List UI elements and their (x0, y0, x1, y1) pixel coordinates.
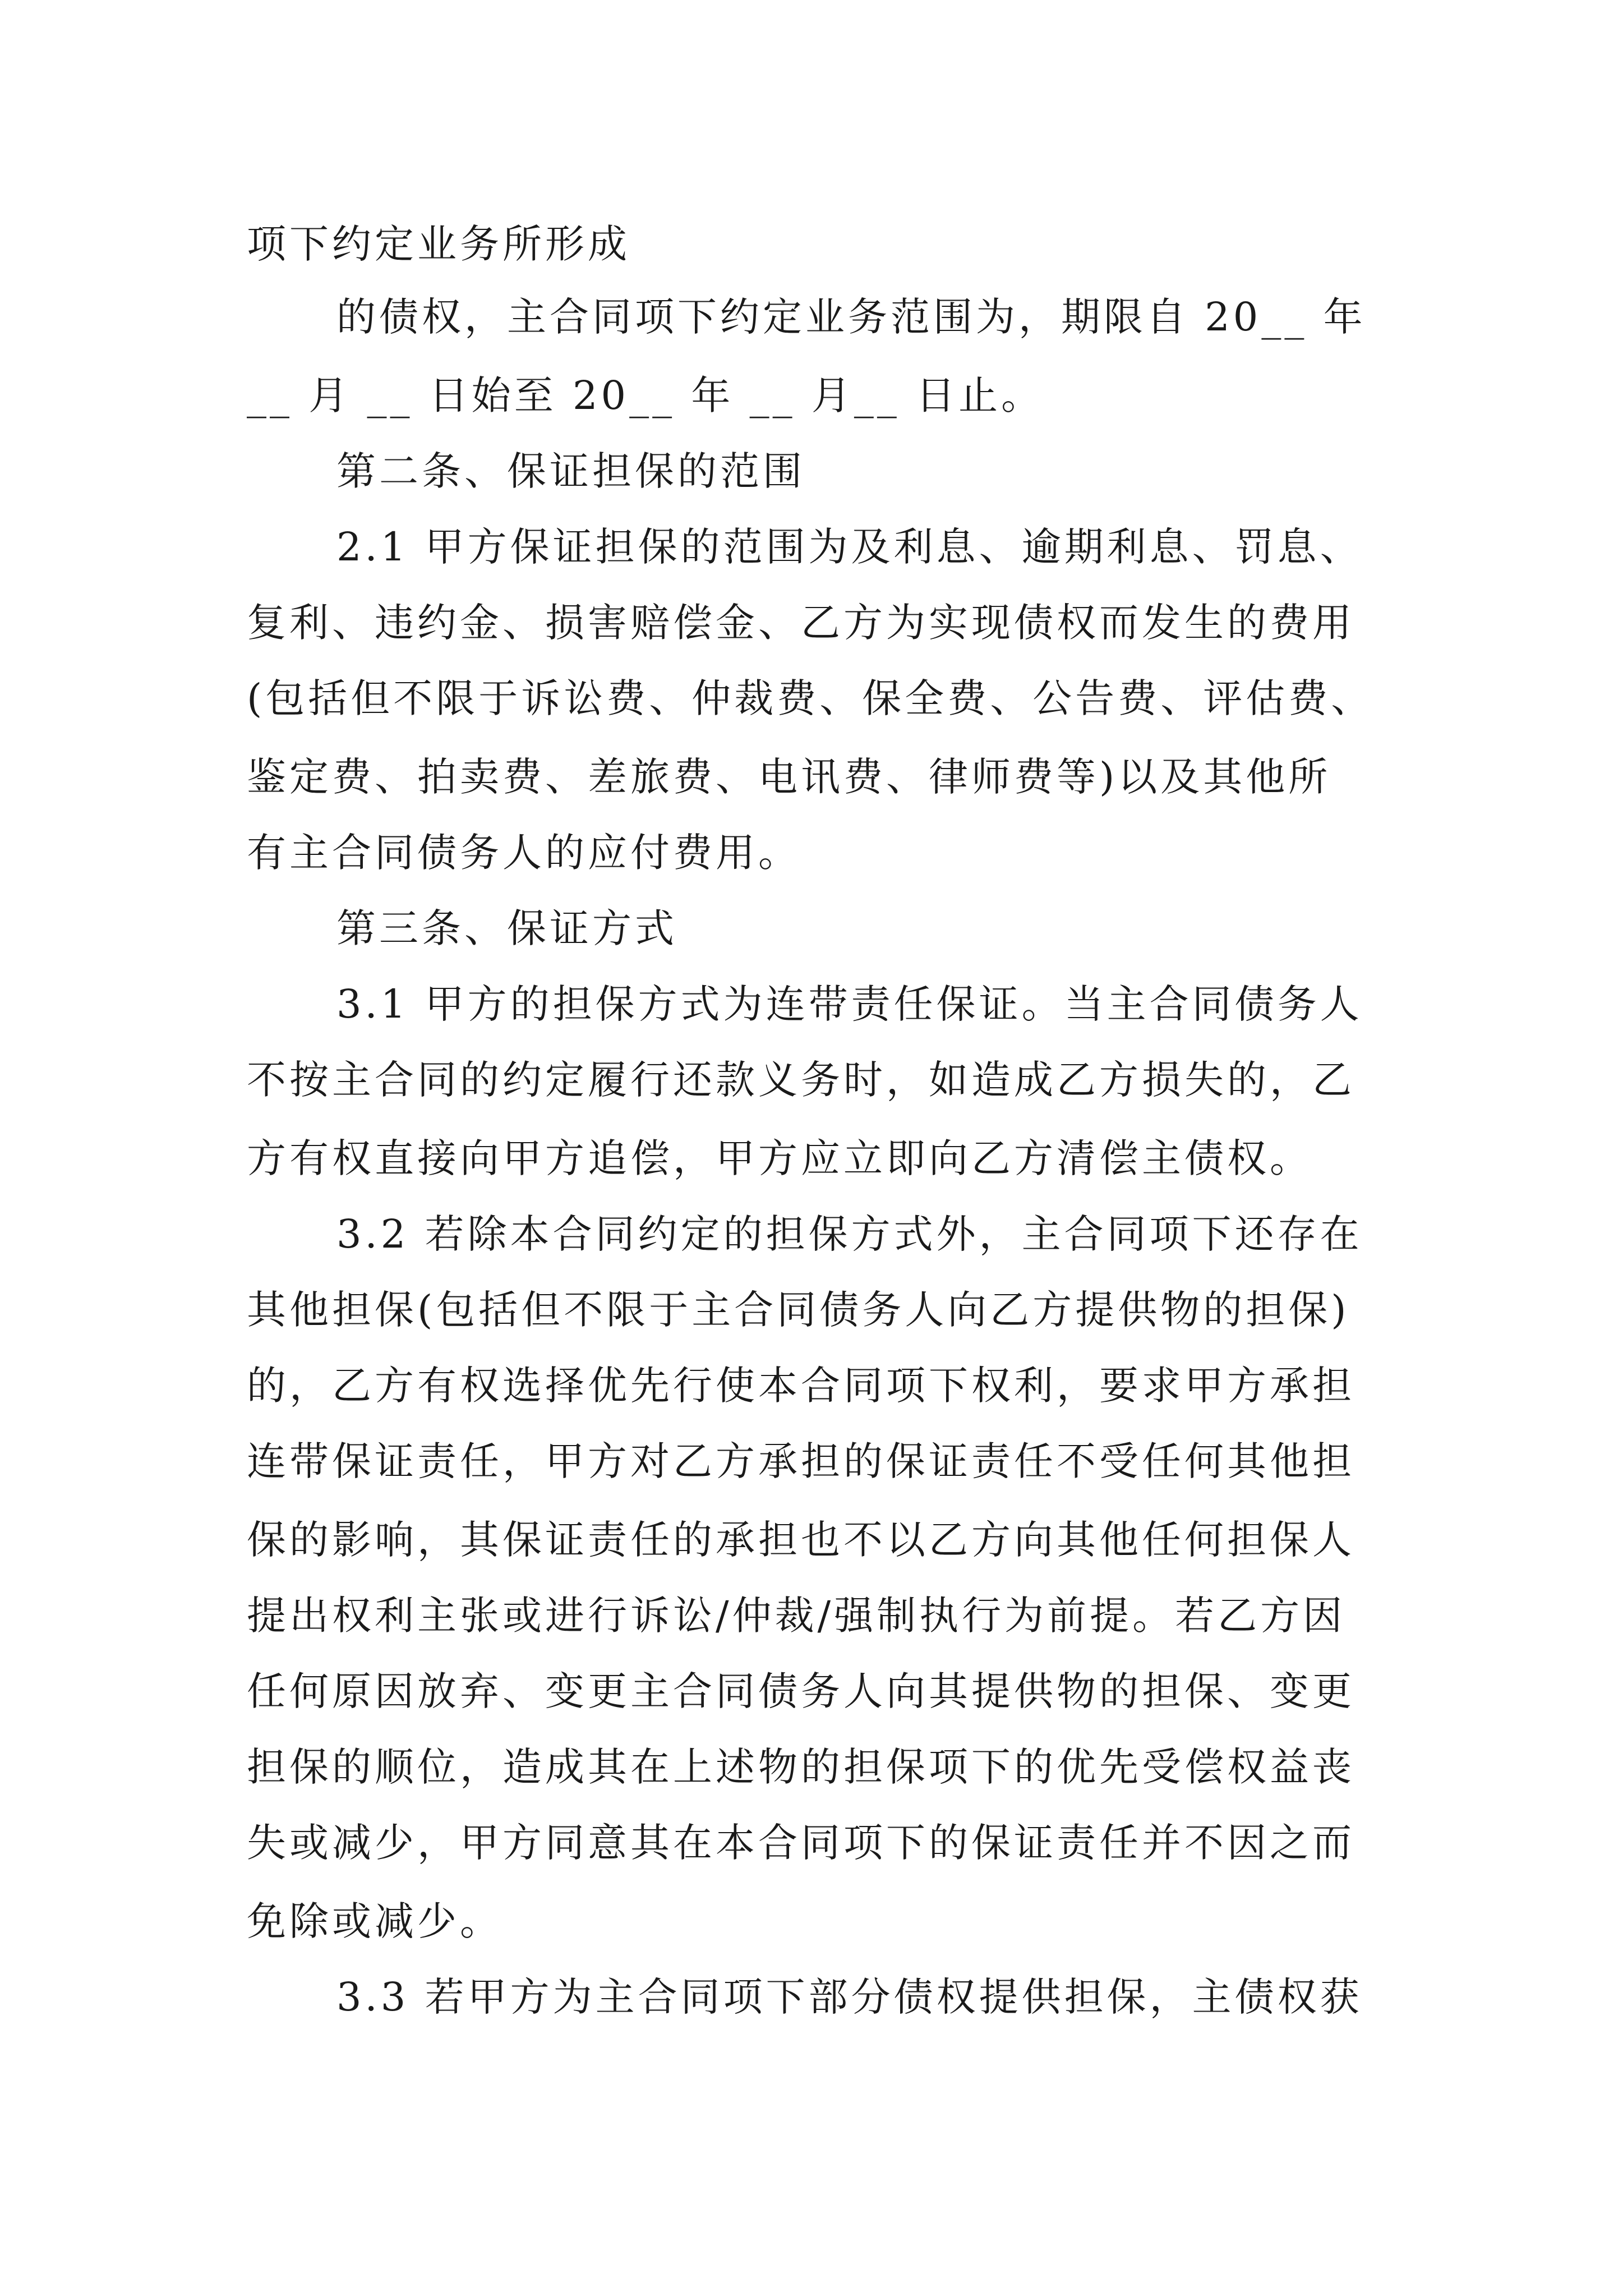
text-line: 任何原因放弃、变更主合同债务人向其提供物的担保、变更 (247, 1668, 1355, 1714)
text-line: 的债权，主合同项下约定业务范围为，期限自 20__ 年 (336, 294, 1366, 340)
text-line: 项下约定业务所形成 (247, 221, 630, 267)
text-line: 连带保证责任，甲方对乙方承担的保证责任不受任何其他担 (247, 1438, 1355, 1484)
text-line: 保的影响，其保证责任的承担也不以乙方向其他任何担保人 (247, 1517, 1355, 1563)
text-line: __ 月 __ 日始至 20__ 年 __ 月__ 日止。 (247, 372, 1044, 418)
text-line: 3.2 若除本合同约定的担保方式外，主合同项下还存在 (336, 1211, 1363, 1257)
text-line: 免除或减少。 (247, 1898, 502, 1944)
text-line: 3.3 若甲方为主合同项下部分债权提供担保，主债权获 (336, 1974, 1363, 2020)
section-heading: 第二条、保证担保的范围 (336, 448, 805, 494)
text-line: 复利、违约金、损害赔偿金、乙方为实现债权而发生的费用 (247, 600, 1355, 646)
section-heading: 第三条、保证方式 (336, 905, 677, 951)
text-line: 的，乙方有权选择优先行使本合同项下权利，要求甲方承担 (247, 1363, 1355, 1409)
text-line: 方有权直接向甲方追偿，甲方应立即向乙方清偿主债权。 (247, 1135, 1312, 1181)
text-line: 2.1 甲方保证担保的范围为及利息、逾期利息、罚息、 (336, 524, 1363, 570)
text-line: 3.1 甲方的担保方式为连带责任保证。当主合同债务人 (336, 981, 1363, 1027)
text-line: 失或减少，甲方同意其在本合同项下的保证责任并不因之而 (247, 1820, 1355, 1866)
text-line: (包括但不限于诉讼费、仲裁费、保全费、公告费、评估费、 (247, 675, 1374, 721)
text-line: 其他担保(包括但不限于主合同债务人向乙方提供物的担保) (247, 1287, 1350, 1333)
text-line: 担保的顺位，造成其在上述物的担保项下的优先受偿权益丧 (247, 1744, 1355, 1790)
text-line: 鉴定费、拍卖费、差旅费、电讯费、律师费等)以及其他所 (247, 754, 1331, 800)
text-line: 提出权利主张或进行诉讼/仲裁/强制执行为前提。若乙方因 (247, 1593, 1346, 1639)
text-line: 有主合同债务人的应付费用。 (247, 830, 801, 876)
text-line: 不按主合同的约定履行还款义务时，如造成乙方损失的，乙 (247, 1057, 1355, 1103)
